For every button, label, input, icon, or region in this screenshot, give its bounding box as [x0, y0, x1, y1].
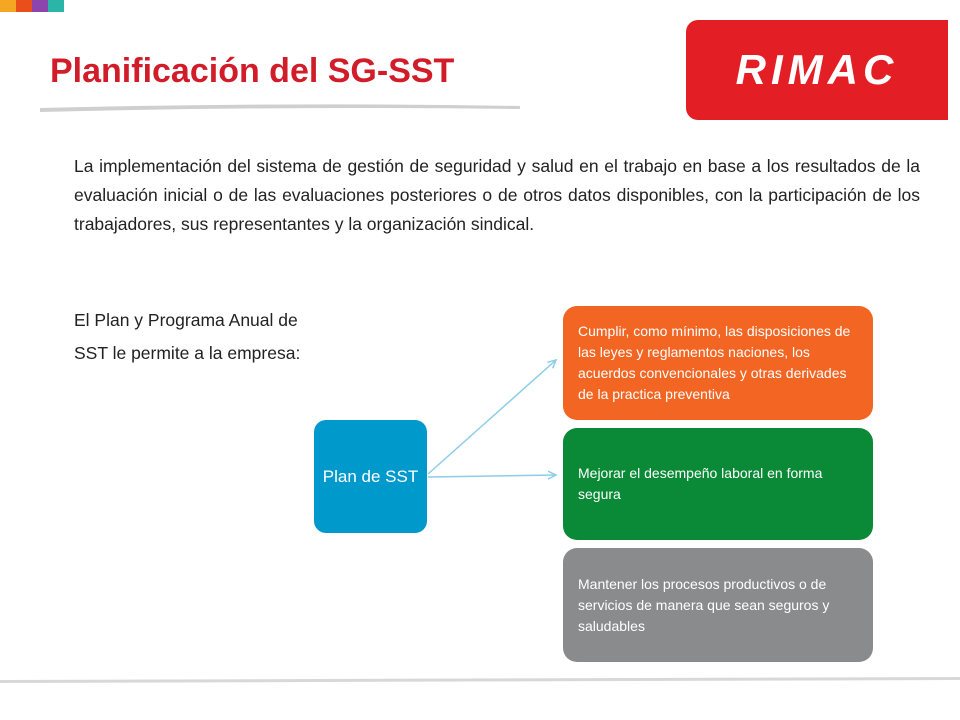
lead-text: El Plan y Programa Anual de SST le permite a la empresa: — [74, 310, 301, 363]
footer-line — [0, 677, 960, 685]
title-underline — [40, 98, 520, 116]
intro-paragraph: La implementación del sistema de gestión de seguridad y salud en el trabajo en base a los resultados de la evaluación inicial o de las evaluaciones posteriores o de otros datos disponibles, con la participación de los trabajadores, sus representantes y la organización sindical. — [74, 156, 920, 234]
objective-text: Mantener los procesos productivos o de servicios de manera que sean seguros y saludables — [578, 575, 830, 634]
decorative-color-stripes — [0, 0, 64, 12]
plan-de-sst-box: Plan de SST — [314, 420, 427, 533]
stripe-red — [16, 0, 32, 12]
objective-text: Cumplir, como mínimo, las disposiciones de las leyes y reglamentos naciones, los acuerdos convencionales y otras derivades de la practica preventiva — [578, 323, 851, 402]
rimac-logo — [686, 20, 948, 120]
objective-box-improve — [563, 428, 873, 540]
stripe-yellow — [0, 0, 16, 12]
page-title: Planificación del SG-SST — [50, 52, 455, 90]
objective-box-maintain — [563, 548, 873, 662]
arrow-to-green — [428, 475, 556, 477]
arrow-to-orange — [428, 360, 556, 474]
stripe-purple — [32, 0, 48, 12]
logo-text: RIMAC — [735, 46, 899, 93]
objective-text: Mejorar el desempeño laboral en forma segura — [578, 465, 823, 502]
objective-box-comply — [563, 306, 873, 420]
stripe-teal — [48, 0, 64, 12]
